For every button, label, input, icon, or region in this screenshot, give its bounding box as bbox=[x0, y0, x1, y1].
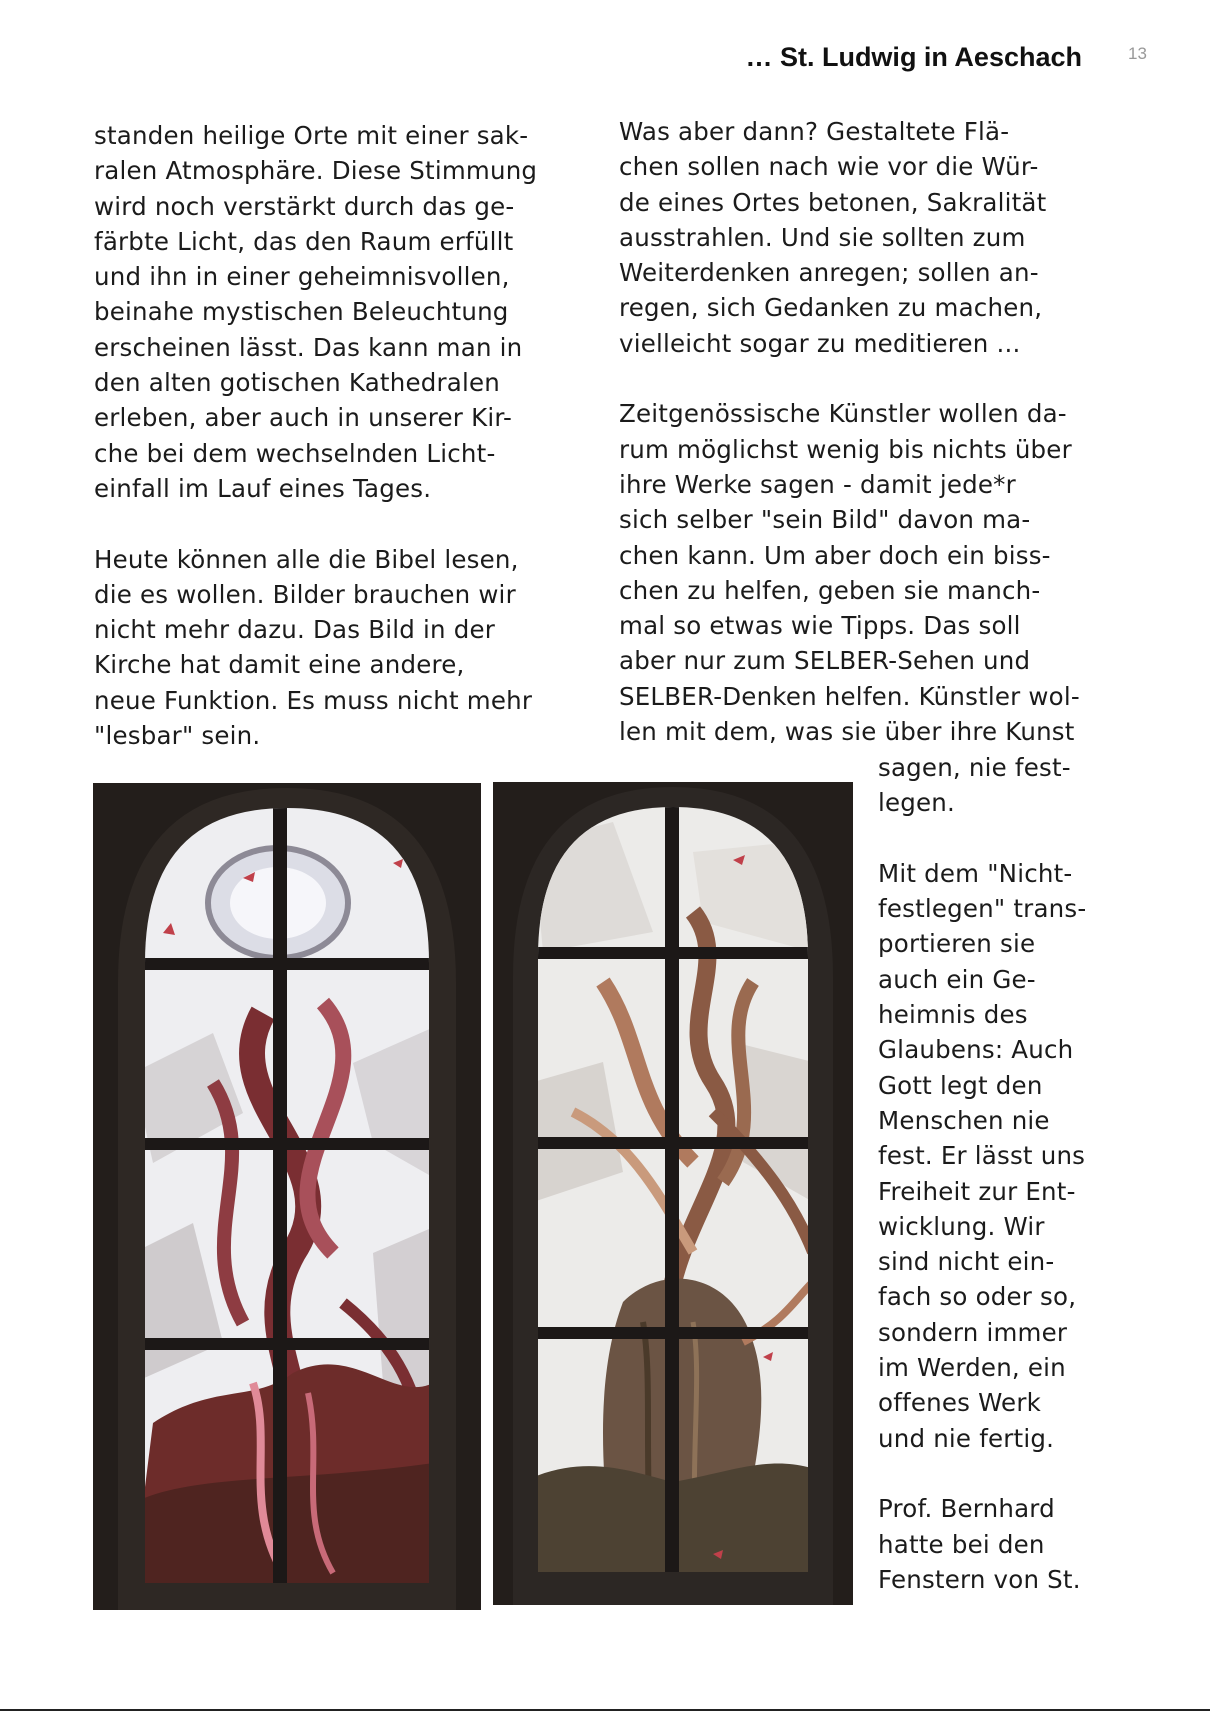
text-line: die es wollen. Bilder brauchen wir bbox=[94, 579, 516, 609]
paragraph bbox=[878, 856, 1118, 1456]
text-line: rum möglichst wenig bis nichts über bbox=[619, 434, 1072, 464]
text-line: sich selber "sein Bild" davon ma- bbox=[619, 505, 1031, 535]
paragraph bbox=[94, 542, 594, 754]
text-line: len mit dem, was sie über ihre Kunst bbox=[619, 717, 1075, 747]
text-line: Freiheit zur Ent- bbox=[878, 1176, 1076, 1206]
text-line: portieren sie bbox=[878, 929, 1036, 959]
stained-glass-window-right-image bbox=[493, 782, 853, 1605]
paragraph bbox=[619, 396, 1119, 749]
paragraph-gap bbox=[94, 506, 594, 541]
text-line: nicht mehr dazu. Das Bild in der bbox=[94, 615, 495, 645]
text-line: wicklung. Wir bbox=[878, 1211, 1045, 1241]
text-line: offenes Werk bbox=[878, 1388, 1041, 1418]
right-text-column bbox=[619, 114, 1119, 749]
text-line: sind nicht ein- bbox=[878, 1247, 1055, 1277]
text-line: einfall im Lauf eines Tages. bbox=[94, 473, 432, 503]
page-number: 13 bbox=[1128, 44, 1147, 63]
text-line: sondern immer bbox=[878, 1317, 1068, 1347]
text-line: che bei dem wechselnden Licht- bbox=[94, 438, 496, 468]
text-line: ralen Atmosphäre. Diese Stimmung bbox=[94, 156, 538, 186]
text-line: und ihn in einer geheimnisvollen, bbox=[94, 262, 510, 292]
text-line: den alten gotischen Kathedralen bbox=[94, 368, 500, 398]
paragraph-gap bbox=[878, 821, 1118, 856]
stained-glass-window-left-photo bbox=[93, 783, 481, 1610]
text-line: SELBER-Denken helfen. Künstler wol- bbox=[619, 681, 1080, 711]
text-line: chen sollen nach wie vor die Wür- bbox=[619, 152, 1039, 182]
text-line: auch ein Ge- bbox=[878, 964, 1036, 994]
text-line: fach so oder so, bbox=[878, 1282, 1077, 1312]
text-line: Weiterdenken anregen; sollen an- bbox=[619, 258, 1039, 288]
text-line: ausstrahlen. Und sie sollten zum bbox=[619, 222, 1026, 252]
paragraph-gap bbox=[619, 361, 1119, 396]
paragraph bbox=[878, 1491, 1118, 1597]
text-line: erscheinen lässt. Das kann man in bbox=[94, 332, 523, 362]
text-line: und nie fertig. bbox=[878, 1423, 1055, 1453]
text-line: vielleicht sogar zu meditieren ... bbox=[619, 328, 1021, 358]
stained-glass-window-right-photo bbox=[493, 782, 853, 1605]
text-line: Mit dem "Nicht- bbox=[878, 858, 1073, 888]
text-line: standen heilige Orte mit einer sak- bbox=[94, 121, 529, 150]
text-line: Gott legt den bbox=[878, 1070, 1043, 1100]
paragraph-gap bbox=[878, 1456, 1118, 1491]
text-line: Kirche hat damit eine andere, bbox=[94, 650, 465, 680]
text-line: Heute können alle die Bibel lesen, bbox=[94, 544, 519, 574]
text-line: festlegen" trans- bbox=[878, 894, 1087, 924]
text-line: aber nur zum SELBER-Sehen und bbox=[619, 646, 1031, 676]
text-line: Zeitgenössische Künstler wollen da- bbox=[619, 399, 1067, 429]
text-line: neue Funktion. Es muss nicht mehr bbox=[94, 685, 533, 715]
text-line: heimnis des bbox=[878, 1000, 1028, 1030]
left-text-column bbox=[94, 118, 594, 753]
paragraph bbox=[878, 750, 1118, 821]
running-header-title: … St. Ludwig in Aeschach bbox=[745, 42, 1082, 72]
text-line: de eines Ortes betonen, Sakralität bbox=[619, 187, 1047, 217]
text-line: ihre Werke sagen - damit jede*r bbox=[619, 469, 1016, 499]
text-line: regen, sich Gedanken zu machen, bbox=[619, 293, 1043, 323]
text-line: färbte Licht, das den Raum erfüllt bbox=[94, 226, 514, 256]
text-line: fest. Er lässt uns bbox=[878, 1141, 1086, 1171]
text-line: Glaubens: Auch bbox=[878, 1035, 1074, 1065]
narrow-text-column bbox=[878, 750, 1118, 1597]
paragraph bbox=[619, 114, 1119, 361]
paragraph bbox=[94, 118, 594, 506]
text-line: im Werden, ein bbox=[878, 1353, 1066, 1383]
text-line: Prof. Bernhard bbox=[878, 1494, 1055, 1524]
text-line: Was aber dann? Gestaltete Flä- bbox=[619, 117, 1010, 146]
text-line: chen kann. Um aber doch ein biss- bbox=[619, 540, 1051, 570]
text-line: mal so etwas wie Tipps. Das soll bbox=[619, 611, 1021, 641]
text-line: legen. bbox=[878, 788, 956, 818]
text-line: Fenstern von St. bbox=[878, 1564, 1081, 1594]
text-line: sagen, nie fest- bbox=[878, 753, 1071, 782]
text-line: Menschen nie bbox=[878, 1105, 1050, 1135]
text-line: chen zu helfen, geben sie manch- bbox=[619, 575, 1041, 605]
text-line: wird noch verstärkt durch das ge- bbox=[94, 191, 515, 221]
stained-glass-window-left-image bbox=[93, 783, 481, 1610]
text-line: "lesbar" sein. bbox=[94, 721, 261, 751]
text-line: hatte bei den bbox=[878, 1529, 1045, 1559]
text-line: erleben, aber auch in unserer Kir- bbox=[94, 403, 513, 433]
text-line: beinahe mystischen Beleuchtung bbox=[94, 297, 509, 327]
